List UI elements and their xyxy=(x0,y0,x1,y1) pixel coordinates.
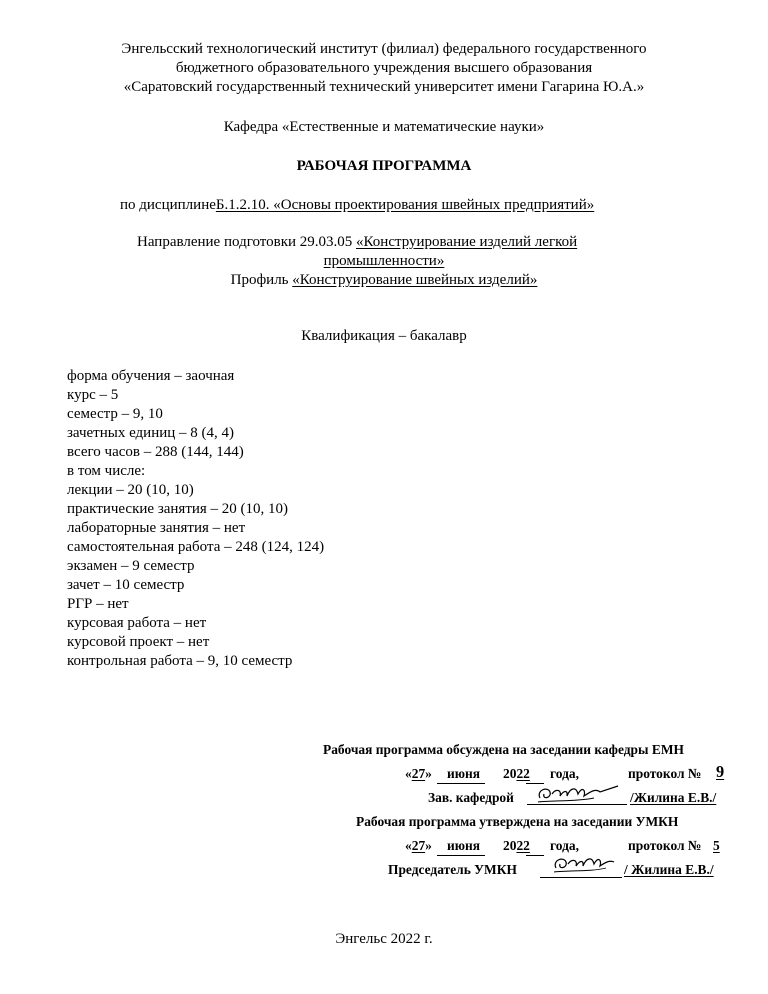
discipline-prefix: по дисциплине xyxy=(120,197,216,213)
detail-item: экзамен – 9 семестр xyxy=(67,558,195,574)
detail-item: лабораторные занятия – нет xyxy=(67,520,246,536)
approval-date-2-month: июня xyxy=(447,839,481,854)
detail-item: практические занятия – 20 (10, 10) xyxy=(67,501,289,517)
detail-item: всего часов – 288 (144, 144) xyxy=(67,444,244,460)
qualification: Квалификация – бакалавр xyxy=(301,328,467,344)
head-name: /Жилина Е.В./ xyxy=(630,791,717,806)
detail-item: РГР – нет xyxy=(67,596,129,612)
detail-item: лекции – 20 (10, 10) xyxy=(67,482,194,498)
approval-date-1: «27» xyxy=(405,767,432,782)
approval-line-1: Рабочая программа обсуждена на заседании кафедры ЕМН xyxy=(323,743,684,758)
head-label: Зав. кафедрой xyxy=(428,791,514,806)
detail-item: семестр – 9, 10 xyxy=(67,406,163,422)
head-signature xyxy=(534,782,620,806)
date-2-month-line xyxy=(437,855,485,856)
chair-signature-line xyxy=(540,877,622,878)
chair-label: Председатель УМКН xyxy=(388,863,517,878)
profile-prefix: Профиль xyxy=(230,272,293,288)
direction-name-part1: «Конструирование изделий легкой xyxy=(356,234,578,250)
direction-name-part2: промышленности» xyxy=(323,253,445,269)
approval-protocol-1: протокол № xyxy=(628,767,702,782)
detail-item: курсовая работа – нет xyxy=(67,615,207,631)
approval-date-1-year: 2022 xyxy=(503,767,530,782)
approval-date-1-word: года, xyxy=(550,767,579,782)
approval-protocol-2-number: 5 xyxy=(713,839,720,854)
detail-item: зачет – 10 семестр xyxy=(67,577,185,593)
document-title: РАБОЧАЯ ПРОГРАММА xyxy=(296,158,472,174)
approval-date-2-word: года, xyxy=(550,839,579,854)
discipline-name: Б.1.2.10. «Основы проектирования швейных предприятий» xyxy=(215,197,595,213)
chair-name: / Жилина Е.В./ xyxy=(624,863,714,878)
detail-item: в том числе: xyxy=(67,463,146,479)
profile-line xyxy=(0,271,768,289)
detail-item: курсовой проект – нет xyxy=(67,634,210,650)
direction-prefix: Направление подготовки 29.03.05 xyxy=(137,234,357,250)
detail-item: зачетных единиц – 8 (4, 4) xyxy=(67,425,235,441)
direction-line xyxy=(137,233,577,251)
approval-date-2-year: 2022 xyxy=(503,839,530,854)
approval-protocol-2: протокол № xyxy=(628,839,702,854)
approval-protocol-1-number: 9 xyxy=(716,762,725,781)
approval-date-2: «27» xyxy=(405,839,432,854)
detail-item: курс – 5 xyxy=(67,387,119,403)
approval-date-1-month: июня xyxy=(447,767,481,782)
detail-item: контрольная работа – 9, 10 семестр xyxy=(67,653,293,669)
approval-line-4: Рабочая программа утверждена на заседании УМКН xyxy=(356,815,679,830)
city-year: Энгельс 2022 г. xyxy=(335,931,433,947)
date-1-month-line xyxy=(437,783,485,784)
detail-item: самостоятельная работа – 248 (124, 124) xyxy=(67,539,325,555)
institute-line-3: «Саратовский государственный технический университет имени Гагарина Ю.А.» xyxy=(123,79,645,95)
discipline-line xyxy=(120,196,594,214)
date-2-year-line xyxy=(526,855,544,856)
institute-line-1: Энгельсский технологический институт (филиал) федерального государственного xyxy=(121,41,647,57)
chair-signature xyxy=(550,852,622,876)
department-name: Кафедра «Естественные и математические науки» xyxy=(223,119,545,135)
direction-line-2 xyxy=(0,252,768,270)
institute-line-2: бюджетного образовательного учреждения высшего образования xyxy=(175,60,593,76)
profile-name: «Конструирование швейных изделий» xyxy=(292,272,538,288)
detail-item: форма обучения – заочная xyxy=(67,368,235,384)
